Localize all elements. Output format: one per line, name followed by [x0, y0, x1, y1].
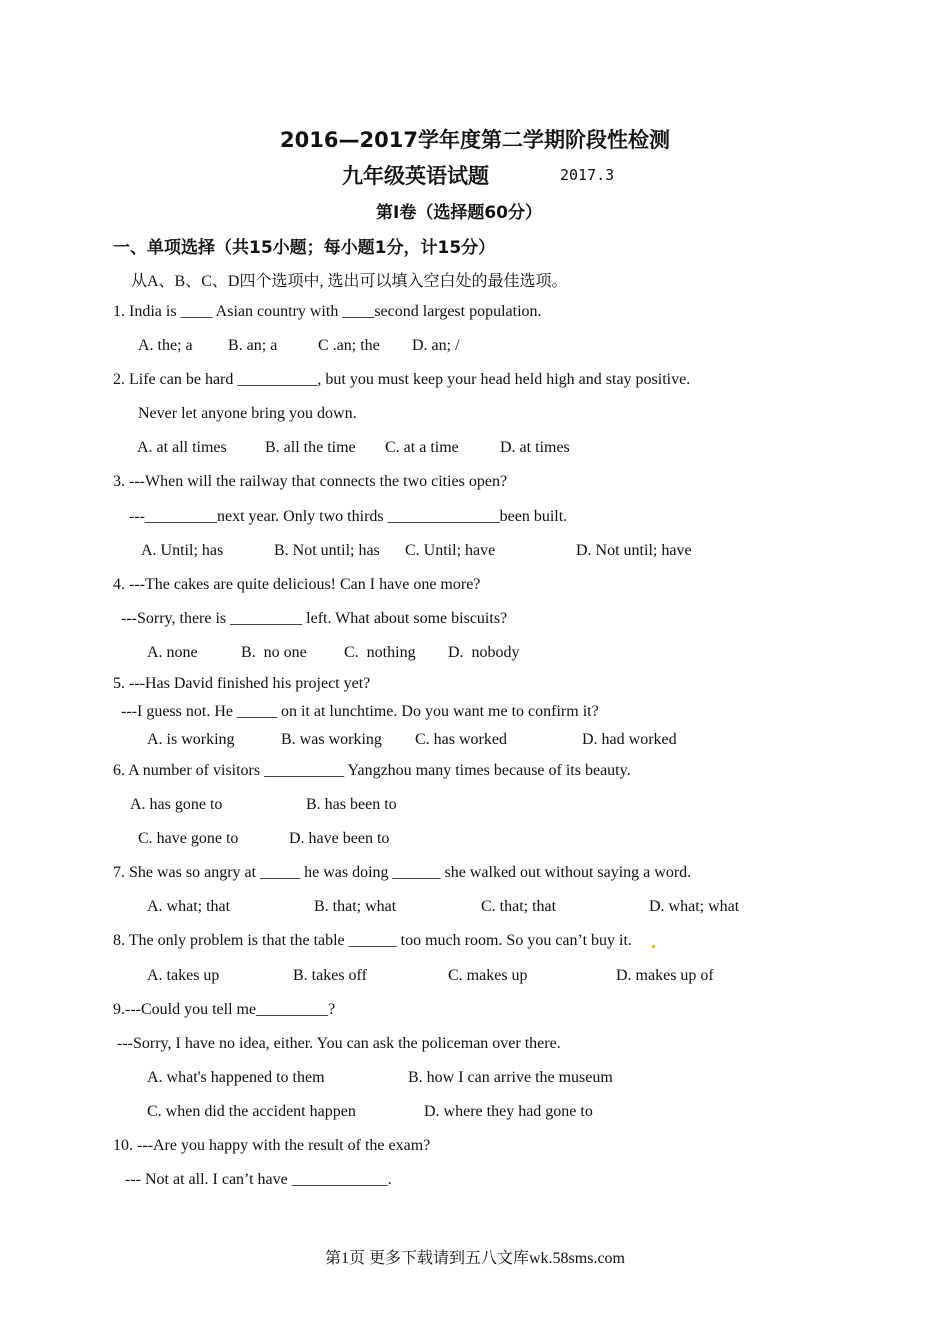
question-8-option-d: D. makes up of [616, 967, 714, 984]
section-instruction: 从A、B、C、D四个选项中, 选出可以填入空白处的最佳选项。 [131, 273, 568, 290]
question-2-stem: 2. Life can be hard __________, but you must keep your head held high and stay positive. [113, 371, 691, 388]
question-10-stem: 10. ---Are you happy with the result of the exam? [113, 1137, 431, 1154]
question-9-stem-continued: ---Sorry, I have no idea, either. You can ask the policeman over there. [117, 1035, 561, 1052]
question-2-stem-continued: Never let anyone bring you down. [138, 405, 357, 422]
question-7-option-a: A. what; that [147, 898, 231, 915]
question-5-option-c: C. has worked [415, 731, 507, 748]
question-2-option-a: A. at all times [137, 439, 227, 456]
highlight-mark [652, 945, 655, 948]
question-8-option-b: B. takes off [293, 967, 367, 984]
question-5-option-d: D. had worked [582, 731, 677, 748]
question-3-option-c: C. Until; have [405, 542, 496, 559]
question-1-stem: 1. India is ____ Asian country with ____second largest population. [113, 303, 542, 320]
question-5-option-a: A. is working [147, 731, 235, 748]
question-10-stem-continued: --- Not at all. I can’t have ____________. [125, 1171, 392, 1188]
question-4-option-b: B. no one [241, 644, 307, 661]
exam-date: 2017.3 [560, 166, 615, 184]
question-6-option-b: B. has been to [306, 796, 397, 813]
question-1-option-a: A. the; a [138, 337, 193, 354]
question-4-option-a: A. none [147, 644, 198, 661]
question-7-stem: 7. She was so angry at _____ he was doing ______ she walked out without saying a word. [113, 864, 692, 881]
question-3-option-b: B. Not until; has [274, 542, 380, 559]
question-7-option-c: C. that; that [481, 898, 557, 915]
question-9-option-d: D. where they had gone to [424, 1103, 593, 1120]
question-1-option-d: D. an; / [412, 337, 460, 354]
question-5-option-b: B. was working [281, 731, 382, 748]
question-9-option-a: A. what's happened to them [147, 1069, 325, 1086]
question-8-option-c: C. makes up [448, 967, 528, 984]
exam-title: 2016—2017学年度第二学期阶段性检测 [280, 128, 670, 152]
question-6-option-d: D. have been to [289, 830, 390, 847]
question-4-stem: 4. ---The cakes are quite delicious! Can I have one more? [113, 576, 481, 593]
question-2-option-c: C. at a time [385, 439, 459, 456]
question-7-option-b: B. that; what [314, 898, 397, 915]
question-4-stem-continued: ---Sorry, there is _________ left. What about some biscuits? [121, 610, 508, 627]
exam-subtitle: 九年级英语试题 [342, 164, 489, 188]
question-1-option-b: B. an; a [228, 337, 278, 354]
question-3-option-a: A. Until; has [141, 542, 224, 559]
question-8-stem: 8. The only problem is that the table ______ too much room. So you can’t buy it. [113, 932, 632, 949]
section-heading: 一、单项选择（共15小题；每小题1分，计15分） [113, 238, 496, 258]
question-4-option-c: C. nothing [344, 644, 416, 661]
question-4-option-d: D. nobody [448, 644, 520, 661]
question-2-option-b: B. all the time [265, 439, 356, 456]
question-2-option-d: D. at times [500, 439, 570, 456]
question-6-stem: 6. A number of visitors __________ Yangzhou many times because of its beauty. [113, 762, 631, 779]
question-9-option-b: B. how I can arrive the museum [408, 1069, 613, 1086]
question-9-option-c: C. when did the accident happen [147, 1103, 356, 1120]
question-1-option-c: C .an; the [318, 337, 380, 354]
question-5-stem: 5. ---Has David finished his project yet? [113, 675, 371, 692]
question-3-stem-continued: ---_________next year. Only two thirds ______________been built. [129, 508, 568, 525]
volume-heading: 第Ⅰ卷（选择题60分） [376, 203, 542, 223]
question-6-option-c: C. have gone to [138, 830, 239, 847]
question-3-option-d: D. Not until; have [576, 542, 692, 559]
question-9-stem: 9.---Could you tell me_________? [113, 1001, 336, 1018]
question-6-option-a: A. has gone to [130, 796, 223, 813]
question-3-stem: 3. ---When will the railway that connects the two cities open? [113, 473, 508, 490]
question-7-option-d: D. what; what [649, 898, 740, 915]
page-footer: 第1页 更多下载请到五八文库wk.58sms.com [324, 1250, 625, 1267]
question-5-stem-continued: ---I guess not. He _____ on it at lunchtime. Do you want me to confirm it? [121, 703, 599, 720]
question-8-option-a: A. takes up [147, 967, 220, 984]
